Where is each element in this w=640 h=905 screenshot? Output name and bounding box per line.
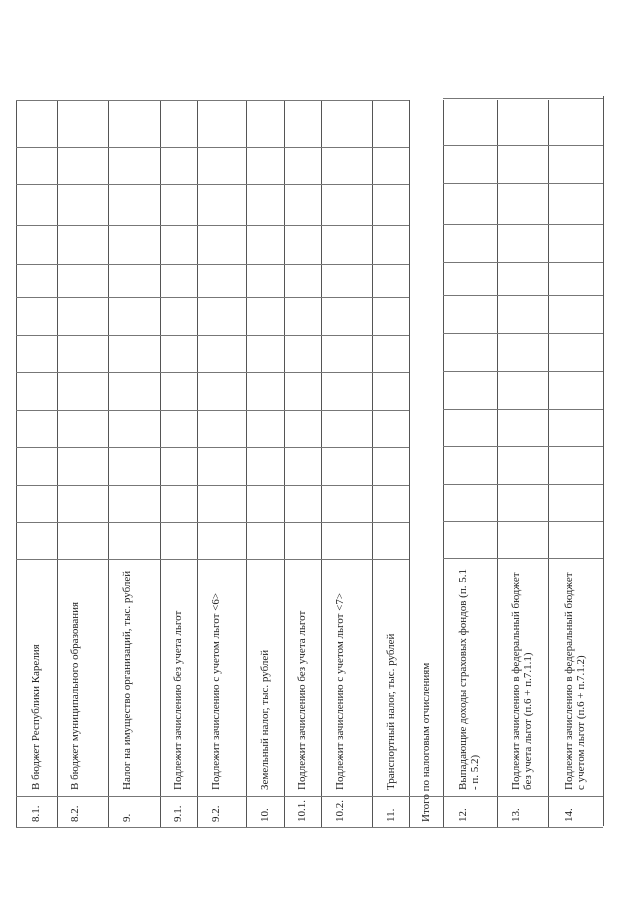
row-label: В бюджет муниципального образования: [69, 601, 81, 790]
row-label: Подлежит зачислению в федеральный бюджет с учетом льгот (п.6 + п.7.1.2): [563, 572, 587, 790]
row-number: 14.: [563, 808, 575, 822]
row-number: 10.: [259, 808, 271, 822]
total-row-label: Итого по налоговым отчислениям: [420, 662, 432, 822]
row-label: Подлежит зачислению без учета льгот: [296, 610, 308, 790]
row-label: Земельный налог, тыс. рублей: [259, 649, 271, 790]
row-label: Подлежит зачислению с учетом льгот <7>: [334, 592, 346, 790]
row-number: 12.: [457, 808, 469, 822]
row-number: 10.2.: [334, 800, 346, 822]
row-label: Налог на имущество организаций, тыс. рублей: [121, 570, 133, 790]
row-number: 10.1.: [296, 800, 308, 822]
row-label: Транспортный налог, тыс. рублей: [385, 633, 397, 790]
row-number: 8.1.: [30, 805, 42, 822]
row-number: 11.: [385, 808, 397, 822]
row-label: Подлежит зачислению без учета льгот: [172, 610, 184, 790]
row-number: 9.1.: [172, 805, 184, 822]
row-number: 9.: [121, 813, 133, 822]
row-number: 13.: [510, 808, 522, 822]
row-number: 8.2.: [69, 805, 81, 822]
row-label: В бюджет Республики Карелия: [30, 644, 42, 790]
row-label: Выпадающие доходы страховых фондов (п. 5.1 - п. 5.2): [457, 569, 481, 790]
row-number: 9.2.: [210, 805, 222, 822]
row-label: Подлежит зачислению в федеральный бюджет без учета льгот (п.6 + п.7.1.1): [510, 572, 534, 790]
row-label: Подлежит зачислению с учетом льгот <6>: [210, 592, 222, 790]
